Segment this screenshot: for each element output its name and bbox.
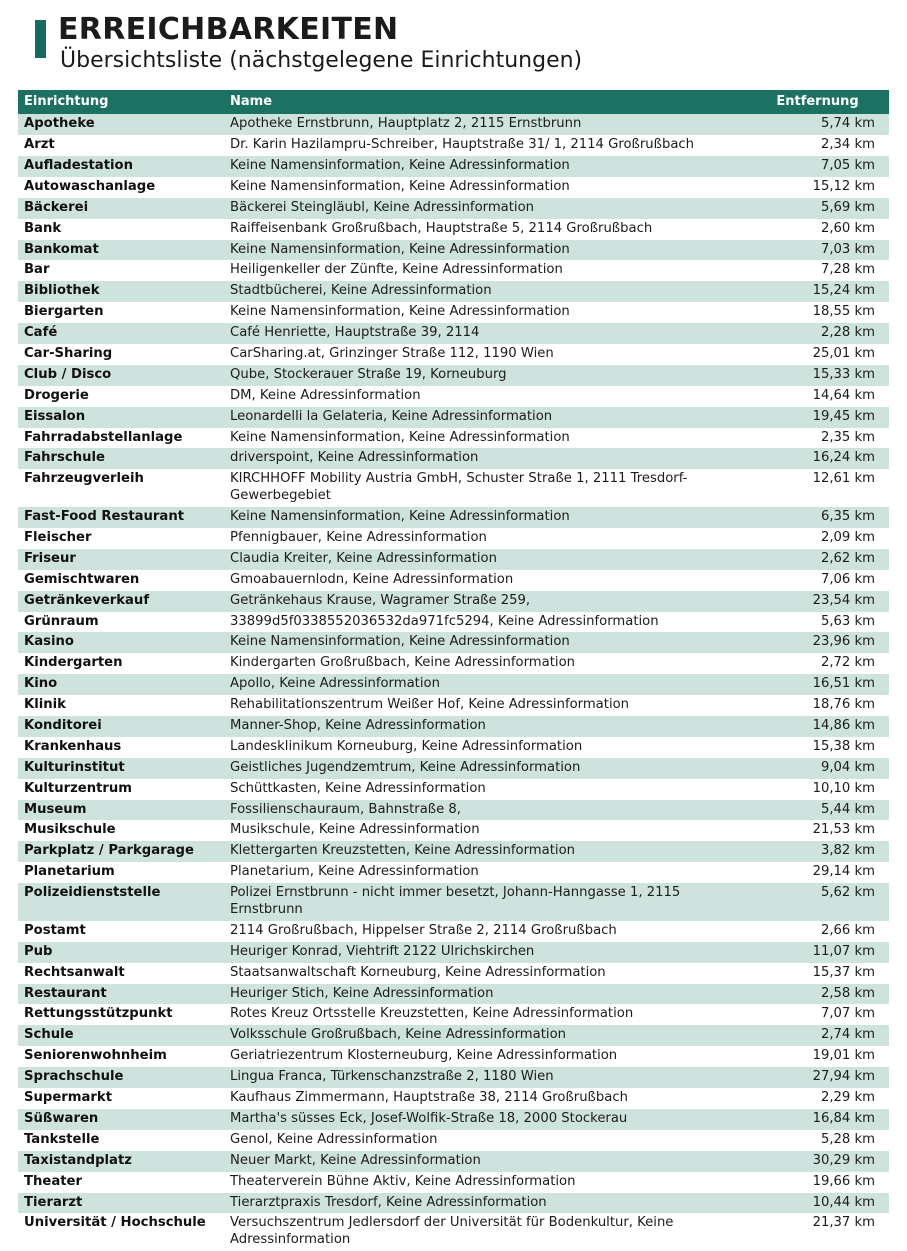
cell-entfernung: 6,35 km	[754, 507, 889, 528]
cell-einrichtung: Polizeidienststelle	[18, 883, 224, 921]
cell-name: Keine Namensinformation, Keine Adressinformation	[224, 177, 754, 198]
cell-einrichtung: Bar	[18, 260, 224, 281]
table-row	[18, 1004, 889, 1025]
cell-name: Landesklinikum Korneuburg, Keine Adressinformation	[224, 737, 754, 758]
table-row	[18, 591, 889, 612]
cell-entfernung: 5,44 km	[754, 800, 889, 821]
table-row	[18, 156, 889, 177]
table-row	[18, 632, 889, 653]
cell-name: Keine Namensinformation, Keine Adressinformation	[224, 156, 754, 177]
table-row	[18, 549, 889, 570]
cell-einrichtung: Schule	[18, 1025, 224, 1046]
cell-einrichtung: Bankomat	[18, 240, 224, 261]
table-row	[18, 570, 889, 591]
cell-einrichtung: Kino	[18, 674, 224, 695]
cell-einrichtung: Museum	[18, 800, 224, 821]
cell-entfernung: 7,05 km	[754, 156, 889, 177]
cell-entfernung: 5,74 km	[754, 114, 889, 135]
cell-einrichtung: Fast-Food Restaurant	[18, 507, 224, 528]
table-row	[18, 528, 889, 549]
table-row	[18, 921, 889, 942]
cell-name: Klettergarten Kreuzstetten, Keine Adressinformation	[224, 841, 754, 862]
table-container	[18, 90, 889, 1251]
cell-entfernung: 21,37 km	[754, 1213, 889, 1251]
cell-einrichtung: Aufladestation	[18, 156, 224, 177]
cell-entfernung: 7,06 km	[754, 570, 889, 591]
cell-name: Kaufhaus Zimmermann, Hauptstraße 38, 2114 Großrußbach	[224, 1088, 754, 1109]
table-row	[18, 344, 889, 365]
cell-entfernung: 2,58 km	[754, 984, 889, 1005]
table-row	[18, 1067, 889, 1088]
cell-einrichtung: Taxistandplatz	[18, 1151, 224, 1172]
cell-einrichtung: Autowaschanlage	[18, 177, 224, 198]
cell-einrichtung: Klinik	[18, 695, 224, 716]
table-row	[18, 1109, 889, 1130]
cell-entfernung: 15,38 km	[754, 737, 889, 758]
table-row	[18, 219, 889, 240]
table-row	[18, 653, 889, 674]
cell-entfernung: 7,07 km	[754, 1004, 889, 1025]
cell-name: Bäckerei Steingläubl, Keine Adressinformation	[224, 198, 754, 219]
cell-entfernung: 10,44 km	[754, 1193, 889, 1214]
table-row	[18, 448, 889, 469]
cell-entfernung: 2,66 km	[754, 921, 889, 942]
table-row	[18, 716, 889, 737]
cell-einrichtung: Supermarkt	[18, 1088, 224, 1109]
table-row	[18, 240, 889, 261]
cell-entfernung: 16,24 km	[754, 448, 889, 469]
cell-entfernung: 14,86 km	[754, 716, 889, 737]
cell-name: Leonardelli la Gelateria, Keine Adressinformation	[224, 407, 754, 428]
title-block	[58, 14, 582, 74]
cell-name: Keine Namensinformation, Keine Adressinformation	[224, 428, 754, 449]
cell-name: Rehabilitationszentrum Weißer Hof, Keine Adressinformation	[224, 695, 754, 716]
table-row	[18, 942, 889, 963]
table-row	[18, 135, 889, 156]
cell-entfernung: 3,82 km	[754, 841, 889, 862]
table-row	[18, 177, 889, 198]
cell-entfernung: 19,66 km	[754, 1172, 889, 1193]
cell-entfernung: 5,63 km	[754, 612, 889, 633]
cell-entfernung: 2,09 km	[754, 528, 889, 549]
table-row	[18, 114, 889, 135]
cell-entfernung: 2,72 km	[754, 653, 889, 674]
cell-entfernung: 14,64 km	[754, 386, 889, 407]
cell-name: Schüttkasten, Keine Adressinformation	[224, 779, 754, 800]
table-row	[18, 1213, 889, 1251]
column-header-name: Name	[224, 90, 754, 114]
cell-name: Pfennigbauer, Keine Adressinformation	[224, 528, 754, 549]
cell-entfernung: 25,01 km	[754, 344, 889, 365]
cell-einrichtung: Grünraum	[18, 612, 224, 633]
cell-entfernung: 2,62 km	[754, 549, 889, 570]
cell-name: Kindergarten Großrußbach, Keine Adressinformation	[224, 653, 754, 674]
cell-entfernung: 2,34 km	[754, 135, 889, 156]
table-row	[18, 612, 889, 633]
table-row	[18, 469, 889, 507]
cell-entfernung: 2,29 km	[754, 1088, 889, 1109]
cell-name: Geistliches Jugendzemtrum, Keine Adressinformation	[224, 758, 754, 779]
cell-einrichtung: Rechtsanwalt	[18, 963, 224, 984]
table-row	[18, 1130, 889, 1151]
table-row	[18, 260, 889, 281]
table-row	[18, 386, 889, 407]
cell-name: Keine Namensinformation, Keine Adressinformation	[224, 240, 754, 261]
cell-einrichtung: Konditorei	[18, 716, 224, 737]
cell-name: KIRCHHOFF Mobility Austria GmbH, Schuster Straße 1, 2111 Tresdorf-Gewerbegebiet	[224, 469, 754, 507]
cell-entfernung: 7,28 km	[754, 260, 889, 281]
cell-einrichtung: Tierarzt	[18, 1193, 224, 1214]
cell-entfernung: 29,14 km	[754, 862, 889, 883]
table-row	[18, 428, 889, 449]
column-header-entfernung: Entfernung	[754, 90, 889, 114]
cell-einrichtung: Planetarium	[18, 862, 224, 883]
table-row	[18, 507, 889, 528]
cell-name: Keine Namensinformation, Keine Adressinformation	[224, 302, 754, 323]
cell-name: Versuchszentrum Jedlersdorf der Universität für Bodenkultur, Keine Adressinformation	[224, 1213, 754, 1251]
cell-name: Stadtbücherei, Keine Adressinformation	[224, 281, 754, 302]
cell-einrichtung: Café	[18, 323, 224, 344]
cell-einrichtung: Musikschule	[18, 820, 224, 841]
cell-name: Café Henriette, Hauptstraße 39, 2114	[224, 323, 754, 344]
cell-name: Geriatriezentrum Klosterneuburg, Keine Adressinformation	[224, 1046, 754, 1067]
cell-name: Polizei Ernstbrunn - nicht immer besetzt, Johann-Hanngasse 1, 2115 Ernstbrunn	[224, 883, 754, 921]
cell-einrichtung: Eissalon	[18, 407, 224, 428]
cell-name: Keine Namensinformation, Keine Adressinformation	[224, 507, 754, 528]
table-row	[18, 281, 889, 302]
table-row	[18, 407, 889, 428]
table-body	[18, 114, 889, 1251]
cell-name: Getränkehaus Krause, Wagramer Straße 259,	[224, 591, 754, 612]
cell-entfernung: 30,29 km	[754, 1151, 889, 1172]
cell-einrichtung: Kasino	[18, 632, 224, 653]
cell-einrichtung: Bank	[18, 219, 224, 240]
table-row	[18, 1046, 889, 1067]
cell-name: CarSharing.at, Grinzinger Straße 112, 1190 Wien	[224, 344, 754, 365]
cell-name: Planetarium, Keine Adressinformation	[224, 862, 754, 883]
cell-name: Gmoabauernlodn, Keine Adressinformation	[224, 570, 754, 591]
table-row	[18, 365, 889, 386]
cell-name: 33899d5f0338552036532da971fc5294, Keine Adressinformation	[224, 612, 754, 633]
cell-einrichtung: Pub	[18, 942, 224, 963]
cell-einrichtung: Bäckerei	[18, 198, 224, 219]
cell-einrichtung: Fahrzeugverleih	[18, 469, 224, 507]
cell-entfernung: 19,01 km	[754, 1046, 889, 1067]
cell-name: Tierarztpraxis Tresdorf, Keine Adressinformation	[224, 1193, 754, 1214]
cell-entfernung: 10,10 km	[754, 779, 889, 800]
cell-name: Volksschule Großrußbach, Keine Adressinformation	[224, 1025, 754, 1046]
table-row	[18, 674, 889, 695]
cell-entfernung: 16,84 km	[754, 1109, 889, 1130]
cell-name: Raiffeisenbank Großrußbach, Hauptstraße 5, 2114 Großrußbach	[224, 219, 754, 240]
cell-entfernung: 23,96 km	[754, 632, 889, 653]
cell-name: Manner-Shop, Keine Adressinformation	[224, 716, 754, 737]
cell-einrichtung: Postamt	[18, 921, 224, 942]
cell-entfernung: 18,55 km	[754, 302, 889, 323]
cell-einrichtung: Fahrschule	[18, 448, 224, 469]
cell-entfernung: 15,12 km	[754, 177, 889, 198]
cell-name: Heuriger Konrad, Viehtrift 2122 Ulrichskirchen	[224, 942, 754, 963]
cell-entfernung: 23,54 km	[754, 591, 889, 612]
cell-einrichtung: Getränkeverkauf	[18, 591, 224, 612]
cell-entfernung: 7,03 km	[754, 240, 889, 261]
cell-entfernung: 15,37 km	[754, 963, 889, 984]
table-row	[18, 984, 889, 1005]
cell-entfernung: 27,94 km	[754, 1067, 889, 1088]
cell-entfernung: 11,07 km	[754, 942, 889, 963]
cell-name: Fossilienschauraum, Bahnstraße 8,	[224, 800, 754, 821]
cell-name: Rotes Kreuz Ortsstelle Kreuzstetten, Keine Adressinformation	[224, 1004, 754, 1025]
table-row	[18, 198, 889, 219]
cell-name: Keine Namensinformation, Keine Adressinformation	[224, 632, 754, 653]
cell-entfernung: 16,51 km	[754, 674, 889, 695]
cell-einrichtung: Fleischer	[18, 528, 224, 549]
title-accent-bar	[35, 20, 46, 58]
cell-name: 2114 Großrußbach, Hippelser Straße 2, 2114 Großrußbach	[224, 921, 754, 942]
cell-name: Heuriger Stich, Keine Adressinformation	[224, 984, 754, 1005]
cell-entfernung: 19,45 km	[754, 407, 889, 428]
cell-name: Lingua Franca, Türkenschanzstraße 2, 1180 Wien	[224, 1067, 754, 1088]
cell-name: Theaterverein Bühne Aktiv, Keine Adressinformation	[224, 1172, 754, 1193]
cell-einrichtung: Restaurant	[18, 984, 224, 1005]
cell-einrichtung: Kindergarten	[18, 653, 224, 674]
cell-einrichtung: Tankstelle	[18, 1130, 224, 1151]
table-row	[18, 800, 889, 821]
table-row	[18, 820, 889, 841]
cell-entfernung: 5,62 km	[754, 883, 889, 921]
table-row	[18, 862, 889, 883]
cell-einrichtung: Krankenhaus	[18, 737, 224, 758]
cell-entfernung: 15,24 km	[754, 281, 889, 302]
cell-name: Genol, Keine Adressinformation	[224, 1130, 754, 1151]
cell-name: Dr. Karin Hazilampru-Schreiber, Hauptstraße 31/ 1, 2114 Großrußbach	[224, 135, 754, 156]
table-row	[18, 1151, 889, 1172]
table-row	[18, 883, 889, 921]
cell-name: Apotheke Ernstbrunn, Hauptplatz 2, 2115 Ernstbrunn	[224, 114, 754, 135]
page-subtitle: Übersichtsliste (nächstgelegene Einrichtungen)	[60, 47, 583, 73]
cell-name: Staatsanwaltschaft Korneuburg, Keine Adressinformation	[224, 963, 754, 984]
cell-einrichtung: Biergarten	[18, 302, 224, 323]
cell-entfernung: 21,53 km	[754, 820, 889, 841]
cell-entfernung: 12,61 km	[754, 469, 889, 507]
table-row	[18, 963, 889, 984]
cell-einrichtung: Parkplatz / Parkgarage	[18, 841, 224, 862]
cell-name: Neuer Markt, Keine Adressinformation	[224, 1151, 754, 1172]
cell-name: Apollo, Keine Adressinformation	[224, 674, 754, 695]
cell-einrichtung: Süßwaren	[18, 1109, 224, 1130]
cell-entfernung: 18,76 km	[754, 695, 889, 716]
table-row	[18, 1193, 889, 1214]
cell-einrichtung: Theater	[18, 1172, 224, 1193]
cell-name: Qube, Stockerauer Straße 19, Korneuburg	[224, 365, 754, 386]
cell-einrichtung: Sprachschule	[18, 1067, 224, 1088]
cell-entfernung: 2,60 km	[754, 219, 889, 240]
cell-einrichtung: Seniorenwohnheim	[18, 1046, 224, 1067]
reachability-table	[18, 90, 889, 1251]
table-row	[18, 1088, 889, 1109]
table-header-row	[18, 90, 889, 114]
cell-entfernung: 5,28 km	[754, 1130, 889, 1151]
cell-name: driverspoint, Keine Adressinformation	[224, 448, 754, 469]
table-row	[18, 779, 889, 800]
cell-einrichtung: Arzt	[18, 135, 224, 156]
cell-name: DM, Keine Adressinformation	[224, 386, 754, 407]
cell-name: Musikschule, Keine Adressinformation	[224, 820, 754, 841]
cell-entfernung: 2,35 km	[754, 428, 889, 449]
table-header	[18, 90, 889, 114]
table-row	[18, 758, 889, 779]
cell-entfernung: 9,04 km	[754, 758, 889, 779]
table-row	[18, 695, 889, 716]
cell-entfernung: 5,69 km	[754, 198, 889, 219]
cell-name: Martha's süsses Eck, Josef-Wolfik-Straße 18, 2000 Stockerau	[224, 1109, 754, 1130]
document-header	[35, 14, 889, 74]
cell-entfernung: 15,33 km	[754, 365, 889, 386]
table-row	[18, 1025, 889, 1046]
cell-einrichtung: Car-Sharing	[18, 344, 224, 365]
table-row	[18, 302, 889, 323]
cell-einrichtung: Friseur	[18, 549, 224, 570]
cell-name: Heiligenkeller der Zünfte, Keine Adressinformation	[224, 260, 754, 281]
cell-einrichtung: Bibliothek	[18, 281, 224, 302]
cell-einrichtung: Gemischtwaren	[18, 570, 224, 591]
column-header-einrichtung: Einrichtung	[18, 90, 224, 114]
cell-einrichtung: Universität / Hochschule	[18, 1213, 224, 1251]
page-title: ERREICHBARKEITEN	[58, 12, 399, 47]
cell-einrichtung: Fahrradabstellanlage	[18, 428, 224, 449]
cell-einrichtung: Club / Disco	[18, 365, 224, 386]
cell-einrichtung: Drogerie	[18, 386, 224, 407]
cell-einrichtung: Rettungsstützpunkt	[18, 1004, 224, 1025]
cell-einrichtung: Kulturinstitut	[18, 758, 224, 779]
cell-einrichtung: Kulturzentrum	[18, 779, 224, 800]
cell-name: Claudia Kreiter, Keine Adressinformation	[224, 549, 754, 570]
table-row	[18, 1172, 889, 1193]
table-row	[18, 841, 889, 862]
cell-entfernung: 2,28 km	[754, 323, 889, 344]
cell-einrichtung: Apotheke	[18, 114, 224, 135]
table-row	[18, 323, 889, 344]
table-row	[18, 737, 889, 758]
cell-entfernung: 2,74 km	[754, 1025, 889, 1046]
